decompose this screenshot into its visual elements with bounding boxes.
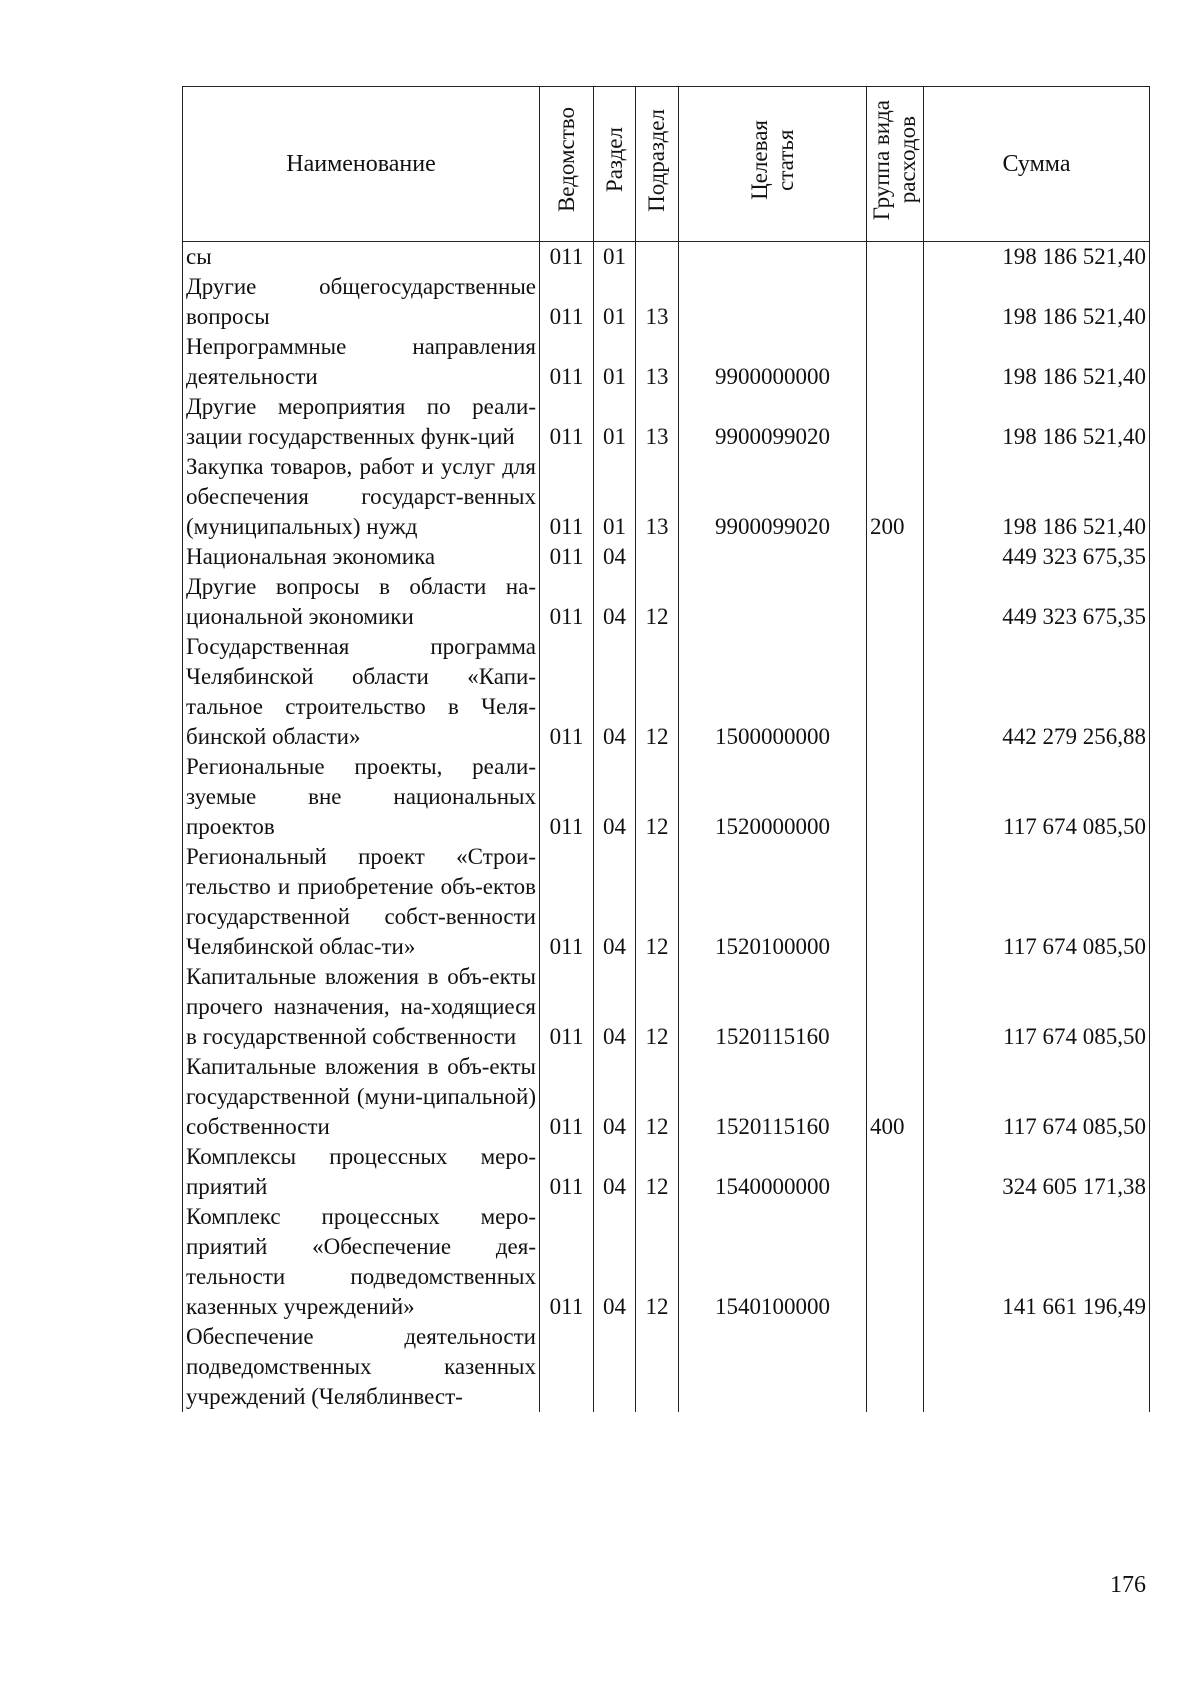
cell-sum: 198 186 521,40	[924, 272, 1150, 332]
cell-name: Капитальные вложения в объ-екты прочего назначения, на-ходящиеся в государственной собственности	[183, 962, 540, 1052]
cell-razdel: 01	[594, 272, 636, 332]
cell-podrazdel: 13	[636, 272, 679, 332]
cell-sum: 117 674 085,50	[924, 962, 1150, 1052]
cell-target	[679, 1322, 867, 1412]
cell-target: 1500000000	[679, 632, 867, 752]
cell-sum: 449 323 675,35	[924, 542, 1150, 572]
table-body	[183, 242, 1150, 1413]
cell-sum	[924, 1322, 1150, 1412]
cell-name: Национальная экономика	[183, 542, 540, 572]
cell-vedomstvo: 011	[540, 242, 594, 273]
cell-sum: 198 186 521,40	[924, 332, 1150, 392]
table-row	[183, 842, 1150, 962]
cell-podrazdel: 12	[636, 1052, 679, 1142]
cell-expense-group: 400	[867, 1052, 924, 1142]
header-vedomstvo-text: Ведомство	[553, 107, 579, 213]
cell-podrazdel	[636, 542, 679, 572]
cell-target: 1520115160	[679, 1052, 867, 1142]
cell-sum: 117 674 085,50	[924, 842, 1150, 962]
cell-vedomstvo: 011	[540, 1202, 594, 1322]
cell-name: Закупка товаров, работ и услуг для обеспечения государст-венных (муниципальных) нужд	[183, 452, 540, 542]
header-target	[679, 87, 867, 242]
cell-target	[679, 572, 867, 632]
cell-razdel: 01	[594, 242, 636, 273]
cell-sum: 324 605 171,38	[924, 1142, 1150, 1202]
cell-target: 1540000000	[679, 1142, 867, 1202]
cell-podrazdel: 12	[636, 962, 679, 1052]
page-number: 176	[1110, 1572, 1146, 1598]
cell-podrazdel: 12	[636, 1142, 679, 1202]
cell-target	[679, 242, 867, 273]
cell-vedomstvo: 011	[540, 842, 594, 962]
cell-vedomstvo: 011	[540, 632, 594, 752]
cell-razdel: 04	[594, 752, 636, 842]
cell-podrazdel: 12	[636, 752, 679, 842]
cell-razdel: 01	[594, 332, 636, 392]
header-sum	[924, 87, 1150, 242]
cell-target: 9900099020	[679, 452, 867, 542]
cell-podrazdel: 12	[636, 1202, 679, 1322]
cell-razdel: 04	[594, 632, 636, 752]
cell-name: Другие вопросы в области на-циональной экономики	[183, 572, 540, 632]
table-row	[183, 572, 1150, 632]
cell-razdel: 04	[594, 1052, 636, 1142]
cell-target: 9900099020	[679, 392, 867, 452]
cell-name: Региональные проекты, реали-зуемые вне национальных проектов	[183, 752, 540, 842]
header-expense-group	[867, 87, 924, 242]
cell-target: 9900000000	[679, 332, 867, 392]
header-expense-group-text: Группа вида расходов	[869, 99, 920, 221]
header-razdel	[594, 87, 636, 242]
cell-name: Непрограммные направления деятельности	[183, 332, 540, 392]
cell-vedomstvo: 011	[540, 392, 594, 452]
cell-expense-group	[867, 962, 924, 1052]
cell-vedomstvo: 011	[540, 1142, 594, 1202]
cell-razdel: 04	[594, 542, 636, 572]
cell-expense-group	[867, 272, 924, 332]
cell-razdel: 04	[594, 962, 636, 1052]
header-name-text: Наименование	[286, 151, 436, 177]
cell-podrazdel	[636, 1322, 679, 1412]
table-row	[183, 1142, 1150, 1202]
cell-sum: 198 186 521,40	[924, 392, 1150, 452]
table-row	[183, 542, 1150, 572]
cell-target: 1520000000	[679, 752, 867, 842]
cell-expense-group	[867, 1202, 924, 1322]
table-row	[183, 332, 1150, 392]
cell-expense-group	[867, 392, 924, 452]
table-row	[183, 272, 1150, 332]
table-row	[183, 962, 1150, 1052]
cell-podrazdel	[636, 242, 679, 273]
cell-sum: 198 186 521,40	[924, 242, 1150, 273]
cell-expense-group	[867, 1322, 924, 1412]
header-razdel-text: Раздел	[601, 127, 627, 193]
cell-expense-group	[867, 332, 924, 392]
cell-sum: 449 323 675,35	[924, 572, 1150, 632]
cell-sum: 141 661 196,49	[924, 1202, 1150, 1322]
cell-target	[679, 542, 867, 572]
cell-name: Обеспечение деятельности подведомственных казенных учреждений (Челяблинвест-	[183, 1322, 540, 1412]
cell-name: Региональный проект «Строи-тельство и приобретение объ-ектов государственной собст-венности Челябинской облас-ти»	[183, 842, 540, 962]
cell-expense-group	[867, 242, 924, 273]
cell-sum: 117 674 085,50	[924, 1052, 1150, 1142]
header-sum-text: Сумма	[1002, 151, 1071, 177]
table-row	[183, 242, 1150, 273]
table-row	[183, 392, 1150, 452]
cell-target: 1520115160	[679, 962, 867, 1052]
cell-sum: 117 674 085,50	[924, 752, 1150, 842]
cell-vedomstvo: 011	[540, 452, 594, 542]
cell-podrazdel: 13	[636, 392, 679, 452]
header-vedomstvo	[540, 87, 594, 242]
table-row	[183, 452, 1150, 542]
cell-expense-group	[867, 1142, 924, 1202]
cell-razdel: 04	[594, 1202, 636, 1322]
cell-name: Комплексы процессных меро-приятий	[183, 1142, 540, 1202]
budget-table	[182, 86, 1150, 1412]
cell-razdel	[594, 1322, 636, 1412]
cell-vedomstvo: 011	[540, 752, 594, 842]
cell-target	[679, 272, 867, 332]
cell-vedomstvo: 011	[540, 272, 594, 332]
header-name	[183, 87, 540, 242]
cell-razdel: 01	[594, 452, 636, 542]
cell-expense-group: 200	[867, 452, 924, 542]
cell-expense-group	[867, 842, 924, 962]
cell-name: Другие общегосударственные вопросы	[183, 272, 540, 332]
cell-razdel: 01	[594, 392, 636, 452]
cell-podrazdel: 12	[636, 632, 679, 752]
cell-expense-group	[867, 572, 924, 632]
cell-expense-group	[867, 752, 924, 842]
table-row	[183, 1322, 1150, 1412]
cell-expense-group	[867, 632, 924, 752]
header-target-text: Целевая статья	[746, 120, 798, 200]
table-row	[183, 1202, 1150, 1322]
cell-name: Капитальные вложения в объ-екты государственной (муни-ципальной) собственности	[183, 1052, 540, 1142]
table-row	[183, 632, 1150, 752]
cell-vedomstvo: 011	[540, 962, 594, 1052]
cell-sum: 442 279 256,88	[924, 632, 1150, 752]
cell-name: сы	[183, 242, 540, 273]
cell-razdel: 04	[594, 1142, 636, 1202]
cell-podrazdel: 13	[636, 332, 679, 392]
cell-target: 1520100000	[679, 842, 867, 962]
cell-vedomstvo: 011	[540, 572, 594, 632]
cell-name: Другие мероприятия по реали-зации государственных функ-ций	[183, 392, 540, 452]
header-podrazdel-text: Подраздел	[644, 108, 669, 212]
table-row	[183, 1052, 1150, 1142]
table-row	[183, 752, 1150, 842]
cell-podrazdel: 13	[636, 452, 679, 542]
table-header-row	[183, 87, 1150, 242]
cell-vedomstvo: 011	[540, 542, 594, 572]
cell-target: 1540100000	[679, 1202, 867, 1322]
cell-sum: 198 186 521,40	[924, 452, 1150, 542]
cell-podrazdel: 12	[636, 842, 679, 962]
cell-vedomstvo	[540, 1322, 594, 1412]
cell-razdel: 04	[594, 842, 636, 962]
cell-vedomstvo: 011	[540, 1052, 594, 1142]
cell-razdel: 04	[594, 572, 636, 632]
cell-vedomstvo: 011	[540, 332, 594, 392]
cell-podrazdel: 12	[636, 572, 679, 632]
header-podrazdel	[636, 87, 679, 242]
cell-name: Комплекс процессных меро-приятий «Обеспечение дея-тельности подведомственных казенных учреждений»	[183, 1202, 540, 1322]
cell-name: Государственная программа Челябинской области «Капи-тальное строительство в Челя-бинской области»	[183, 632, 540, 752]
cell-expense-group	[867, 542, 924, 572]
